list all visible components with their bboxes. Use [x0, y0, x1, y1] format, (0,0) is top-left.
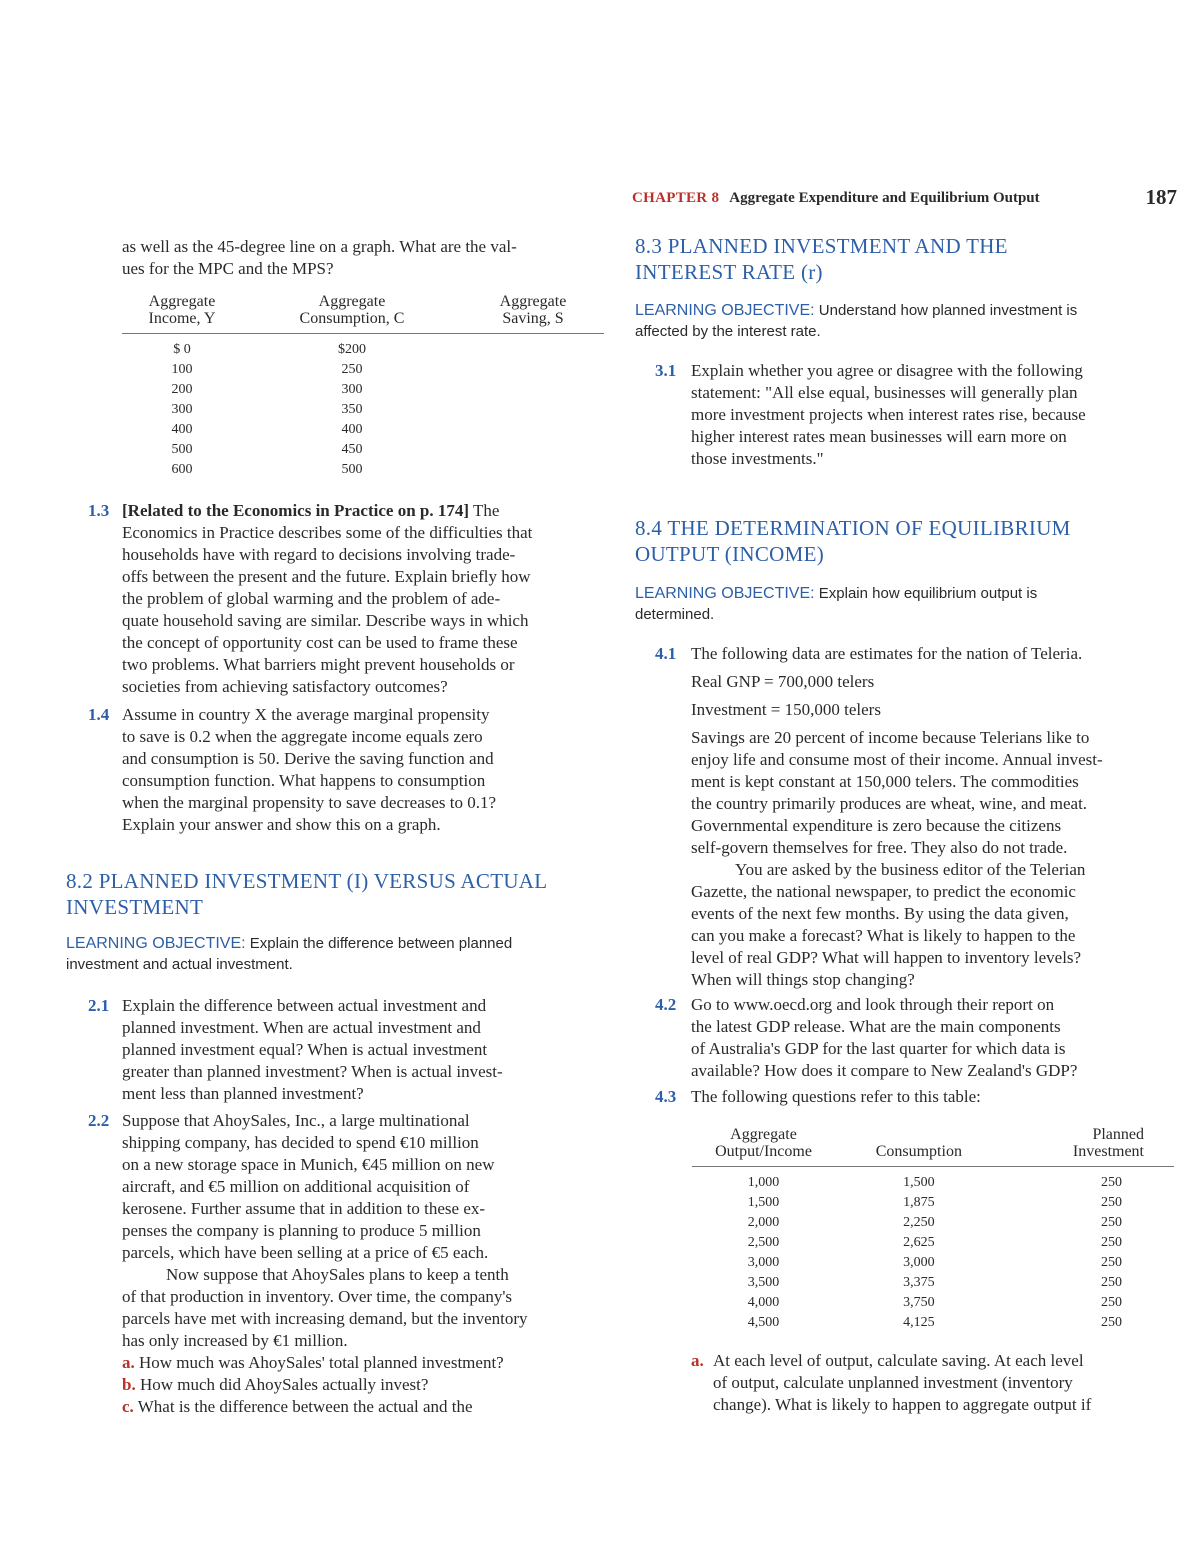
intro-text	[122, 236, 612, 280]
text-line: enjoy life and consume most of their income. Annual invest-	[691, 750, 1103, 769]
table-cell: 250	[1101, 1315, 1122, 1330]
table-cell: 250	[1101, 1175, 1122, 1190]
table-cell: 2,000	[747, 1215, 780, 1230]
saving-table	[122, 293, 604, 480]
output-table	[692, 1126, 1174, 1333]
section-title-line: OUTPUT (INCOME)	[635, 542, 825, 566]
text-line: Go to www.oecd.org and look through their report on	[691, 995, 1055, 1014]
text-line: change). What is likely to happen to aggregate output if	[713, 1395, 1092, 1414]
list-item	[122, 1374, 608, 1396]
text-line: higher interest rates mean businesses will earn more on	[691, 427, 1067, 446]
question-3-1	[655, 360, 1180, 470]
item-text: How much did AhoySales actually invest?	[139, 1375, 429, 1394]
text-line: those investments."	[691, 449, 824, 468]
question-4-1	[655, 643, 1180, 991]
table-cell: 1,000	[747, 1175, 780, 1190]
item-letter: c.	[122, 1397, 134, 1416]
table-cell: 250	[1101, 1235, 1122, 1250]
section-title-line: INTEREST RATE (r)	[635, 260, 823, 284]
question-number: 4.3	[655, 1087, 677, 1106]
table-cell: 1,500	[903, 1175, 935, 1190]
chapter-label: CHAPTER 8	[632, 190, 720, 206]
text-line: You are asked by the business editor of the Telerian	[735, 860, 1086, 879]
related-lead: [Related to the Economics in Practice on p. 174]	[122, 501, 470, 520]
text-line: Economics in Practice describes some of the difficulties that	[122, 523, 533, 542]
text-line: planned investment equal? When is actual investment	[122, 1040, 488, 1059]
text-line: of output, calculate unplanned investment (inventory	[713, 1373, 1073, 1392]
text-line: the problem of global warming and the problem of ade-	[122, 589, 501, 608]
header-line: Aggregate	[148, 293, 216, 310]
intro-line: as well as the 45-degree line on a graph. What are the val-	[122, 237, 517, 256]
table-cell: 300	[341, 382, 363, 397]
text-line: Governmental expenditure is zero because the citizens	[691, 816, 1062, 835]
section-title-line: 8.4 THE DETERMINATION OF EQUILIBRIUM	[635, 516, 1071, 540]
text-line: Suppose that AhoySales, Inc., a large multinational	[122, 1111, 470, 1130]
question-4-3	[655, 1086, 1180, 1108]
lo-text: Explain the difference between planned	[249, 935, 513, 952]
lo-label: LEARNING OBJECTIVE:	[635, 585, 815, 602]
text-line: Gazette, the national newspaper, to predict the economic	[691, 882, 1076, 901]
text-line: shipping company, has decided to spend €10 million	[122, 1133, 479, 1152]
question-number: 4.2	[655, 995, 677, 1014]
table-cell: 250	[1101, 1295, 1122, 1310]
text-line: offs between the present and the future. Explain briefly how	[122, 567, 531, 586]
table-cell: 3,000	[747, 1255, 780, 1270]
text-line: Explain whether you agree or disagree with the following	[691, 361, 1083, 380]
lo-text: determined.	[635, 606, 715, 623]
learning-objective-8-2	[66, 933, 611, 975]
text-line: available? How does it compare to New Zealand's GDP?	[691, 1061, 1078, 1080]
table-cell: 300	[171, 402, 193, 417]
text-line: ment less than planned investment?	[122, 1084, 364, 1103]
table-header	[242, 293, 462, 334]
table-cell: 500	[341, 462, 363, 477]
table-cell: 3,750	[903, 1295, 935, 1310]
table-row	[692, 1193, 1174, 1213]
table-row	[122, 380, 604, 400]
section-title-line: INVESTMENT	[66, 895, 204, 919]
text-line: Assume in country X the average marginal propensity	[122, 705, 490, 724]
gnp-line: Real GNP = 700,000 telers	[691, 672, 875, 691]
text-line: penses the company is planning to produce 5 million	[122, 1221, 481, 1240]
question-2-2	[88, 1110, 608, 1418]
text-line: quate household saving are similar. Describe ways in which	[122, 611, 529, 630]
investment-line: Investment = 150,000 telers	[691, 700, 881, 719]
table-cell: 4,500	[747, 1315, 780, 1330]
text-line: consumption function. What happens to consumption	[122, 771, 486, 790]
section-title-line: 8.3 PLANNED INVESTMENT AND THE	[635, 234, 1008, 258]
table-row	[692, 1273, 1174, 1293]
text-line: events of the next few months. By using the data given,	[691, 904, 1069, 923]
learning-objective-8-4	[635, 583, 1180, 625]
section-8-2-heading	[66, 868, 611, 920]
table-cell: $200	[338, 342, 366, 357]
header-line: Planned	[1092, 1126, 1144, 1143]
table-header	[1003, 1126, 1174, 1167]
table-row	[122, 360, 604, 380]
table-row	[122, 440, 604, 460]
table-cell: 3,000	[903, 1255, 935, 1270]
question-number: 2.1	[88, 996, 110, 1015]
text-line: can you make a forecast? What is likely to happen to the	[691, 926, 1076, 945]
question-4-3-item-a	[691, 1350, 1181, 1416]
lo-text: affected by the interest rate.	[635, 323, 821, 340]
text-line: The	[472, 501, 500, 520]
question-4-2	[655, 994, 1180, 1082]
section-8-4-heading	[635, 515, 1180, 567]
text-line: has only increased by €1 million.	[122, 1331, 348, 1350]
table-row	[692, 1313, 1174, 1333]
chapter-title: Aggregate Expenditure and Equilibrium Output	[729, 190, 1040, 206]
table-cell: 250	[1101, 1215, 1122, 1230]
text-line: aircraft, and €5 million on additional acquisition of	[122, 1177, 470, 1196]
table-cell: $ 0	[173, 342, 191, 357]
header-line: Aggregate	[499, 293, 567, 310]
text-line: of Australia's GDP for the last quarter for which data is	[691, 1039, 1066, 1058]
running-head	[632, 185, 1177, 217]
question-2-1	[88, 995, 608, 1105]
item-text: What is the difference between the actual and the	[137, 1397, 473, 1416]
text-line: parcels have met with increasing demand, but the inventory	[122, 1309, 528, 1328]
list-item	[122, 1352, 608, 1374]
question-number: 4.1	[655, 644, 677, 663]
table-header	[692, 1126, 835, 1167]
table-header	[122, 293, 242, 334]
page-number: 187	[1145, 185, 1177, 209]
table-cell: 500	[171, 442, 193, 457]
text-line: The following data are estimates for the nation of Teleria.	[691, 644, 1083, 663]
text-line: when the marginal propensity to save decreases to 0.1?	[122, 793, 497, 812]
text-line: Explain your answer and show this on a graph.	[122, 815, 441, 834]
header-line: Income, Y	[148, 310, 216, 327]
lo-text: Understand how planned investment is	[818, 302, 1078, 319]
table-cell: 3,500	[747, 1275, 780, 1290]
table-cell: 200	[171, 382, 193, 397]
table-row	[692, 1253, 1174, 1273]
table-cell: 4,000	[747, 1295, 780, 1310]
table-cell: 400	[341, 422, 363, 437]
table-header	[835, 1126, 1003, 1167]
table-cell: 350	[341, 402, 363, 417]
table-cell: 400	[171, 422, 193, 437]
lo-label: LEARNING OBJECTIVE:	[635, 302, 815, 319]
table-cell: 2,625	[903, 1235, 935, 1250]
text-line: self-govern themselves for free. They also do not trade.	[691, 838, 1068, 857]
table-cell: 600	[171, 462, 193, 477]
question-number: 3.1	[655, 361, 677, 380]
text-line: and consumption is 50. Derive the saving function and	[122, 749, 494, 768]
table-row	[122, 340, 604, 360]
table-cell: 3,375	[903, 1275, 935, 1290]
table-cell: 250	[1101, 1275, 1122, 1290]
table-row	[122, 400, 604, 420]
text-line: households have with regard to decisions involving trade-	[122, 545, 516, 564]
table-cell: 250	[1101, 1255, 1122, 1270]
header-line: Consumption	[875, 1143, 962, 1160]
header-line: Saving, S	[502, 310, 564, 327]
text-line: more investment projects when interest rates rise, because	[691, 405, 1086, 424]
table-cell: 1,875	[903, 1195, 935, 1210]
text-line: At each level of output, calculate saving. At each level	[713, 1351, 1084, 1370]
text-line: the country primarily produces are wheat, wine, and meat.	[691, 794, 1088, 813]
table-cell: 2,500	[747, 1235, 780, 1250]
header-line: Aggregate	[318, 293, 386, 310]
question-number: 1.3	[88, 501, 110, 520]
learning-objective-8-3	[635, 300, 1180, 342]
text-line: level of real GDP? What will happen to inventory levels?	[691, 948, 1082, 967]
question-number: 1.4	[88, 705, 110, 724]
table-cell: 4,125	[903, 1315, 935, 1330]
lo-text: investment and actual investment.	[66, 956, 293, 973]
text-line: greater than planned investment? When is actual invest-	[122, 1062, 503, 1081]
text-line: the latest GDP release. What are the main components	[691, 1017, 1061, 1036]
text-line: kerosene. Further assume that in addition to these ex-	[122, 1199, 486, 1218]
header-line: Consumption, C	[299, 310, 405, 327]
text-line: societies from achieving satisfactory outcomes?	[122, 677, 448, 696]
section-title-line: 8.2 PLANNED INVESTMENT (I) VERSUS ACTUAL	[66, 869, 548, 893]
table-row	[122, 420, 604, 440]
header-line: Investment	[1072, 1143, 1144, 1160]
intro-line: ues for the MPC and the MPS?	[122, 259, 334, 278]
text-line: statement: "All else equal, businesses will generally plan	[691, 383, 1078, 402]
table-row	[692, 1293, 1174, 1313]
question-1-3	[88, 500, 608, 698]
lo-label: LEARNING OBJECTIVE:	[66, 935, 246, 952]
table-header	[462, 293, 604, 334]
text-line: two problems. What barriers might prevent households or	[122, 655, 515, 674]
question-1-4	[88, 704, 608, 836]
item-letter: a.	[122, 1353, 135, 1372]
text-line: on a new storage space in Munich, €45 million on new	[122, 1155, 495, 1174]
question-number: 2.2	[88, 1111, 110, 1130]
lo-text: Explain how equilibrium output is	[818, 585, 1038, 602]
text-line: the concept of opportunity cost can be used to frame these	[122, 633, 518, 652]
header-line: Output/Income	[715, 1143, 812, 1160]
text-line: The following questions refer to this table:	[691, 1087, 981, 1106]
table-row	[122, 460, 604, 480]
header-line: Aggregate	[730, 1126, 797, 1143]
text-line: When will things stop changing?	[691, 970, 915, 989]
list-item	[122, 1396, 608, 1418]
table-cell: 450	[341, 442, 363, 457]
text-line: ment is kept constant at 150,000 telers. The commodities	[691, 772, 1079, 791]
text-line: Explain the difference between actual investment and	[122, 996, 487, 1015]
table-cell: 100	[171, 362, 193, 377]
table-row	[692, 1173, 1174, 1193]
item-letter: a.	[691, 1351, 704, 1370]
table-row	[692, 1213, 1174, 1233]
table-cell: 2,250	[903, 1215, 935, 1230]
table-cell: 250	[341, 362, 363, 377]
text-line: to save is 0.2 when the aggregate income equals zero	[122, 727, 483, 746]
text-line: Now suppose that AhoySales plans to keep a tenth	[166, 1265, 509, 1284]
text-line: parcels, which have been selling at a price of €5 each.	[122, 1243, 489, 1262]
table-row	[692, 1233, 1174, 1253]
section-8-3-heading	[635, 233, 1180, 285]
text-line: planned investment. When are actual investment and	[122, 1018, 481, 1037]
text-line: of that production in inventory. Over time, the company's	[122, 1287, 513, 1306]
item-letter: b.	[122, 1375, 136, 1394]
table-cell: 250	[1101, 1195, 1122, 1210]
item-text: How much was AhoySales' total planned investment?	[139, 1353, 504, 1372]
table-cell: 1,500	[747, 1195, 780, 1210]
text-line: Savings are 20 percent of income because Telerians like to	[691, 728, 1090, 747]
